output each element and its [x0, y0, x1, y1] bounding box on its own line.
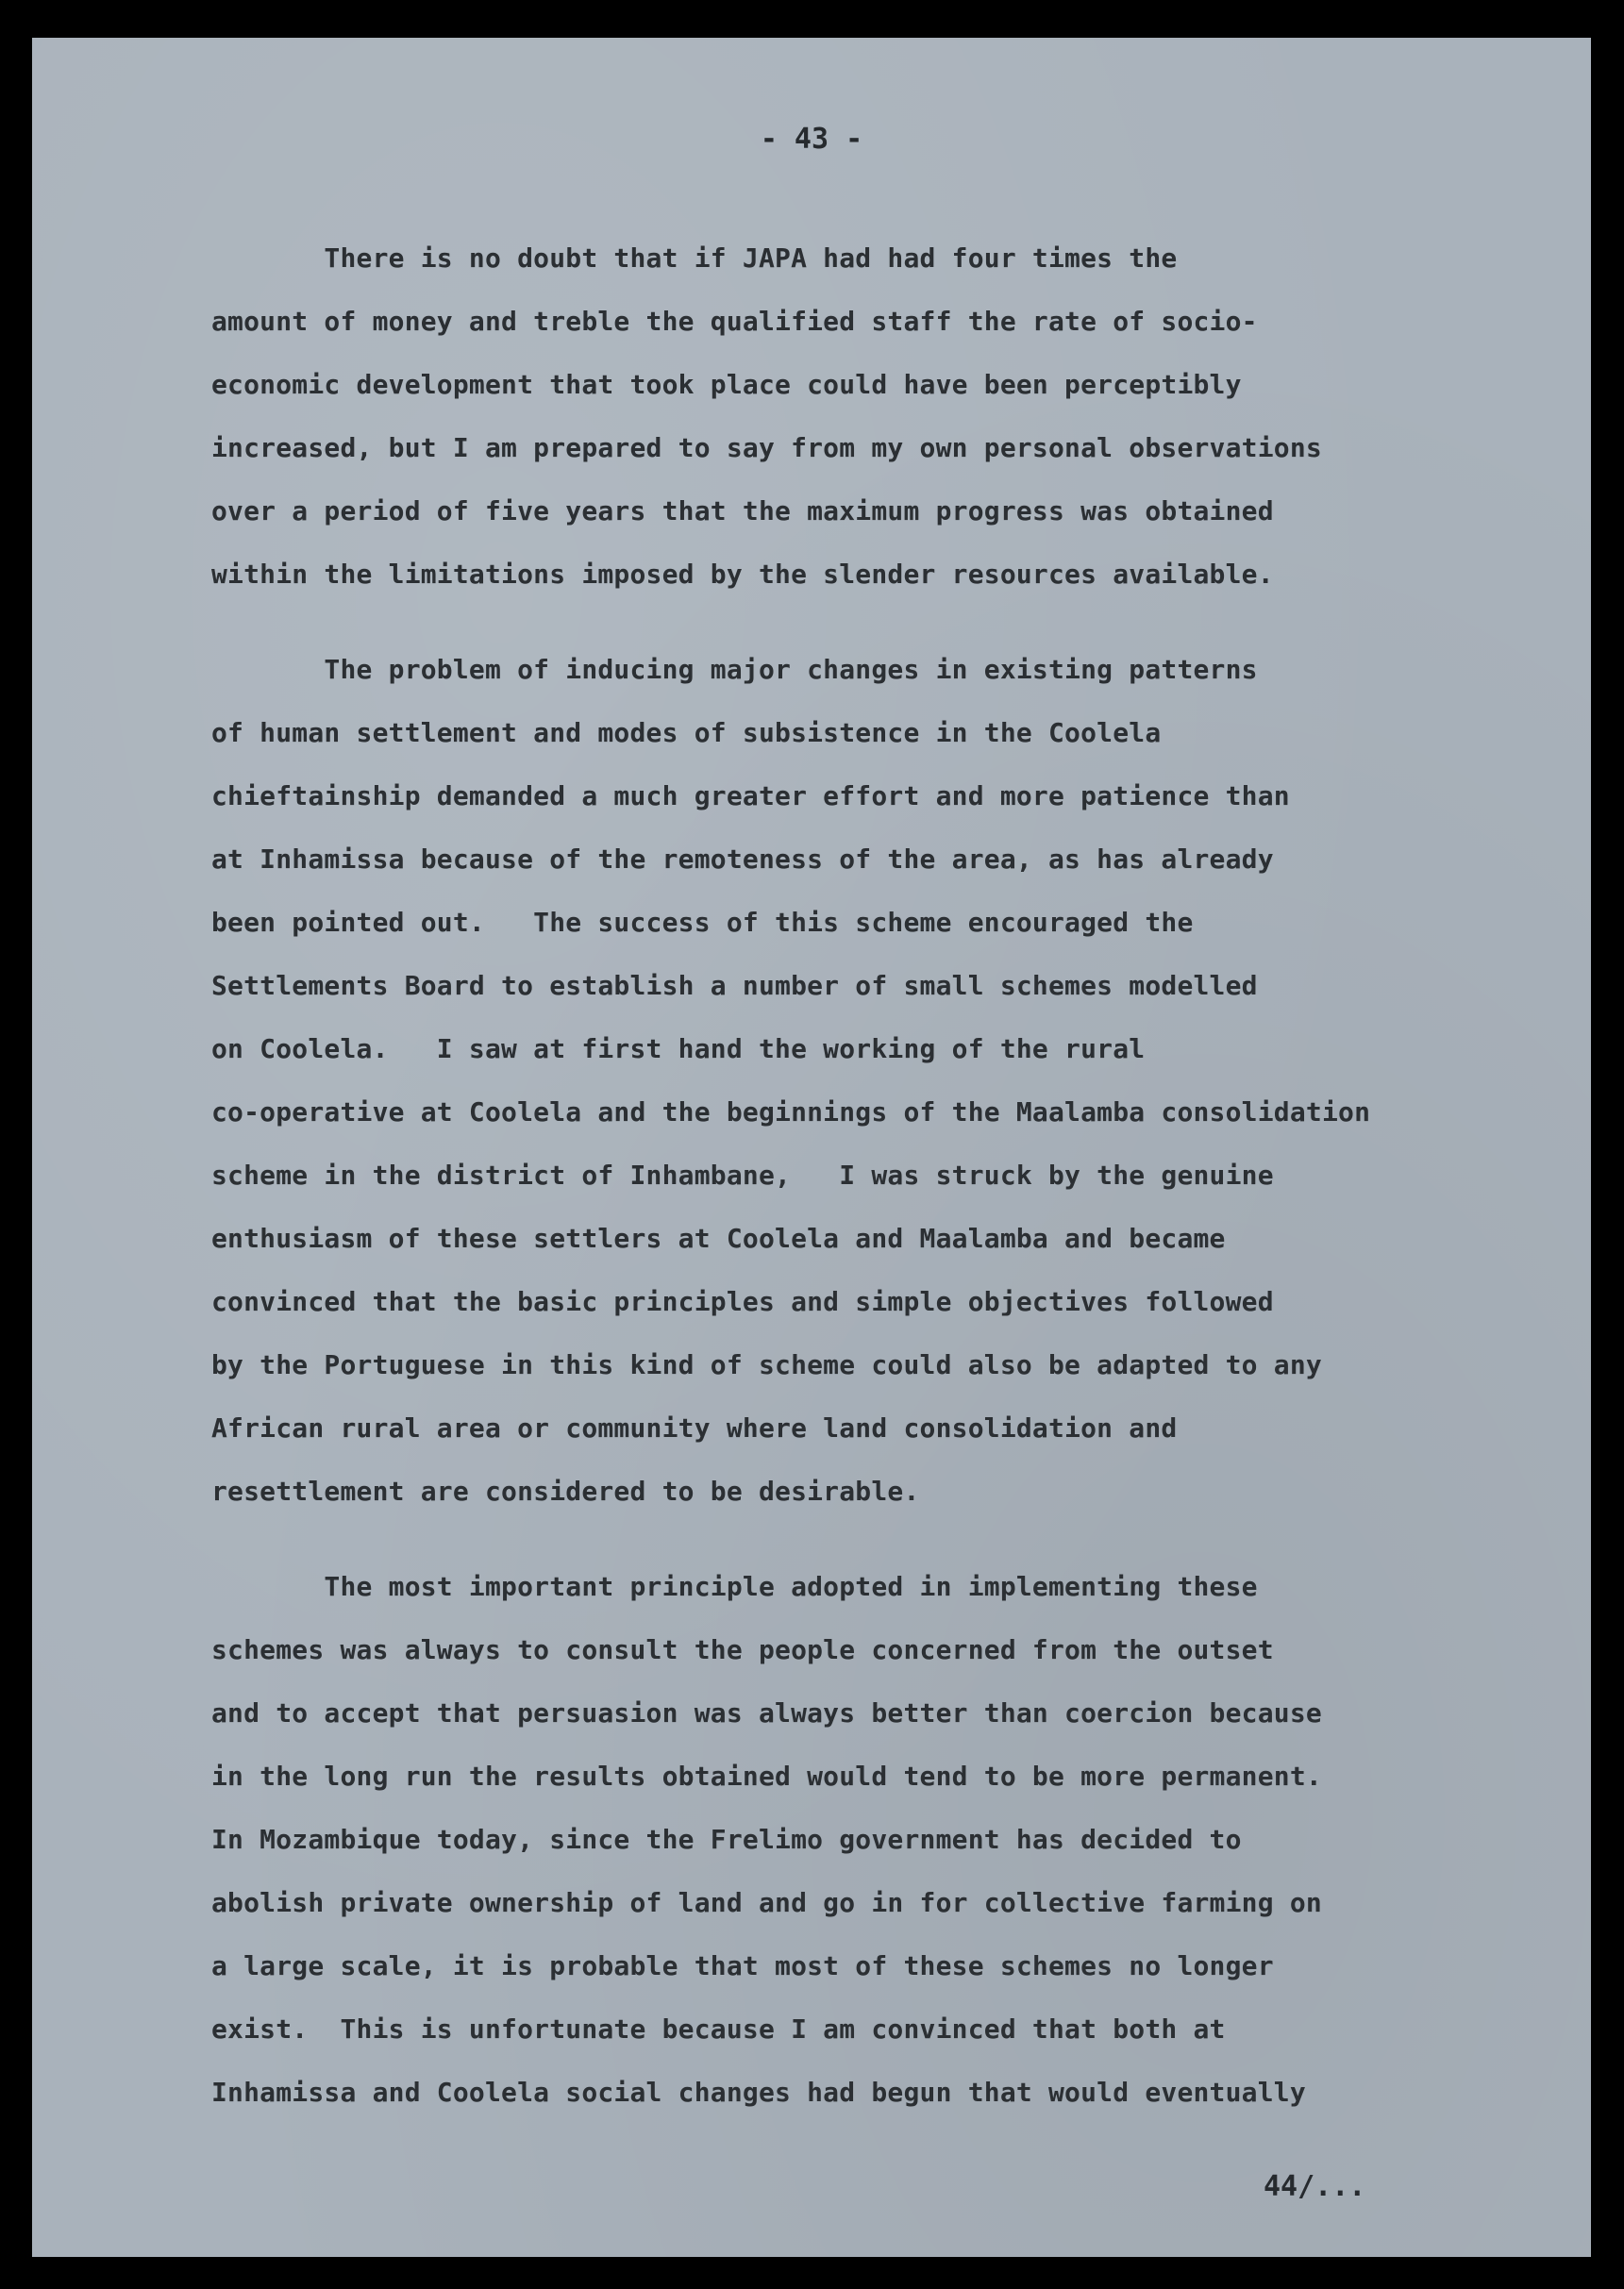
text-line: convinced that the basic principles and simple objectives followed	[211, 1286, 1274, 1317]
text-line: enthusiasm of these settlers at Coolela and Maalamba and became	[211, 1223, 1226, 1254]
text-line: over a period of five years that the maximum progress was obtained	[211, 495, 1274, 526]
text-line: African rural area or community where land consolidation and	[211, 1412, 1178, 1444]
page-number: - 43 -	[760, 123, 863, 156]
text-line: on Coolela. I saw at first hand the working of the rural	[211, 1033, 1146, 1064]
text-line: Inhamissa and Coolela social changes had begun that would eventually	[211, 2077, 1306, 2108]
text-line: scheme in the district of Inhambane, I was struck by the genuine	[211, 1160, 1274, 1191]
text-line: of human settlement and modes of subsistence in the Coolela	[211, 717, 1162, 748]
text-line: been pointed out. The success of this scheme encouraged the	[211, 907, 1194, 938]
text-line: exist. This is unfortunate because I am convinced that both at	[211, 2013, 1226, 2045]
text-line: schemes was always to consult the people concerned from the outset	[211, 1634, 1274, 1665]
text-line: There is no doubt that if JAPA had had four times the	[211, 242, 1178, 274]
text-line: co-operative at Coolela and the beginnings of the Maalamba consolidation	[211, 1096, 1371, 1128]
text-line: a large scale, it is probable that most of these schemes no longer	[211, 1950, 1274, 1981]
text-line: at Inhamissa because of the remoteness of the area, as has already	[211, 844, 1274, 875]
body-text	[211, 226, 1570, 2156]
text-line: economic development that took place could have been perceptibly	[211, 369, 1242, 400]
paragraph-3	[211, 1555, 1570, 2124]
text-line: resettlement are considered to be desirable.	[211, 1476, 920, 1507]
text-line: Settlements Board to establish a number of small schemes modelled	[211, 970, 1258, 1001]
text-line: in the long run the results obtained would tend to be more permanent.	[211, 1761, 1322, 1792]
text-line: The problem of inducing major changes in existing patterns	[211, 654, 1258, 685]
paragraph-2	[211, 638, 1570, 1523]
text-line: within the limitations imposed by the slender resources available.	[211, 559, 1274, 590]
text-line: and to accept that persuasion was always better than coercion because	[211, 1697, 1322, 1729]
text-line: increased, but I am prepared to say from my own personal observations	[211, 432, 1322, 463]
text-line: The most important principle adopted in implementing these	[211, 1571, 1258, 1602]
text-line: chieftainship demanded a much greater effort and more patience than	[211, 780, 1290, 811]
text-line: In Mozambique today, since the Frelimo government has decided to	[211, 1824, 1242, 1855]
document-page	[32, 38, 1591, 2257]
text-line: abolish private ownership of land and go in for collective farming on	[211, 1887, 1322, 1918]
text-line: by the Portuguese in this kind of scheme could also be adapted to any	[211, 1349, 1322, 1380]
catchword-next-page: 44/...	[1264, 2170, 1366, 2203]
paragraph-1	[211, 226, 1570, 606]
text-line: amount of money and treble the qualified staff the rate of socio-	[211, 306, 1258, 337]
